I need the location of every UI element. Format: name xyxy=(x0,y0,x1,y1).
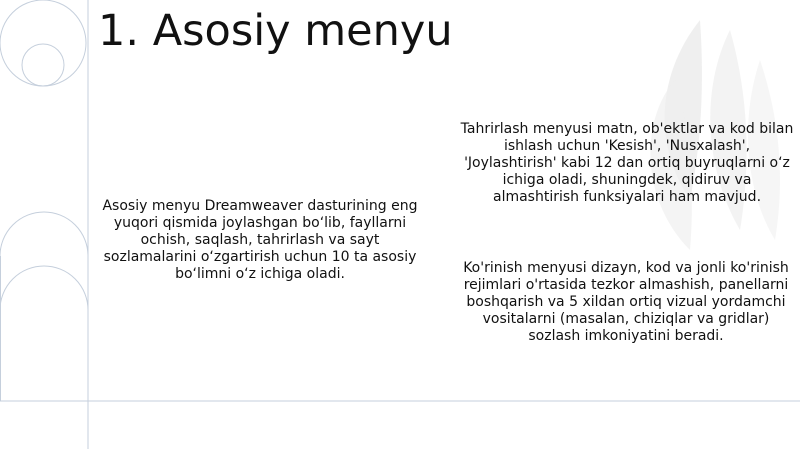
paragraph-view-menu: Ko'rinish menyusi dizayn, kod va jonli ko'rinish rejimlari o'rtasida tezkor almashish, panellarni boshqarish va 5 xildan ortiq vizual yordamchi vositalarni (masalan, chiziqlar va gridlar) sozlash imkoniyatini beradi. xyxy=(463,260,789,344)
upper-arch-outline xyxy=(0,212,88,256)
slide-title: 1. Asosiy menyu xyxy=(98,6,453,56)
large-circle-outline xyxy=(0,0,86,86)
small-circle-outline xyxy=(22,44,64,86)
paragraph-main-menu: Asosiy menyu Dreamweaver dasturining eng yuqori qismida joylashgan bo‘lib, fayllarni ochish, saqlash, tahrirlash va sayt sozlamalarini o‘zgartirish uchun 10 ta asosiy bo‘limni o‘z ichiga oladi. xyxy=(102,198,418,282)
paragraph-edit-menu: Tahrirlash menyusi matn, ob'ektlar va kod bilan ishlash uchun 'Kesish', 'Nusxalash', 'Joylashtirish' kabi 12 dan ortiq buyruqlarni o‘z ichiga oladi, shuningdek, qidiruv va almashtirish funksiyalari ham mavjud. xyxy=(460,121,794,205)
lower-arch-outline xyxy=(0,266,88,310)
